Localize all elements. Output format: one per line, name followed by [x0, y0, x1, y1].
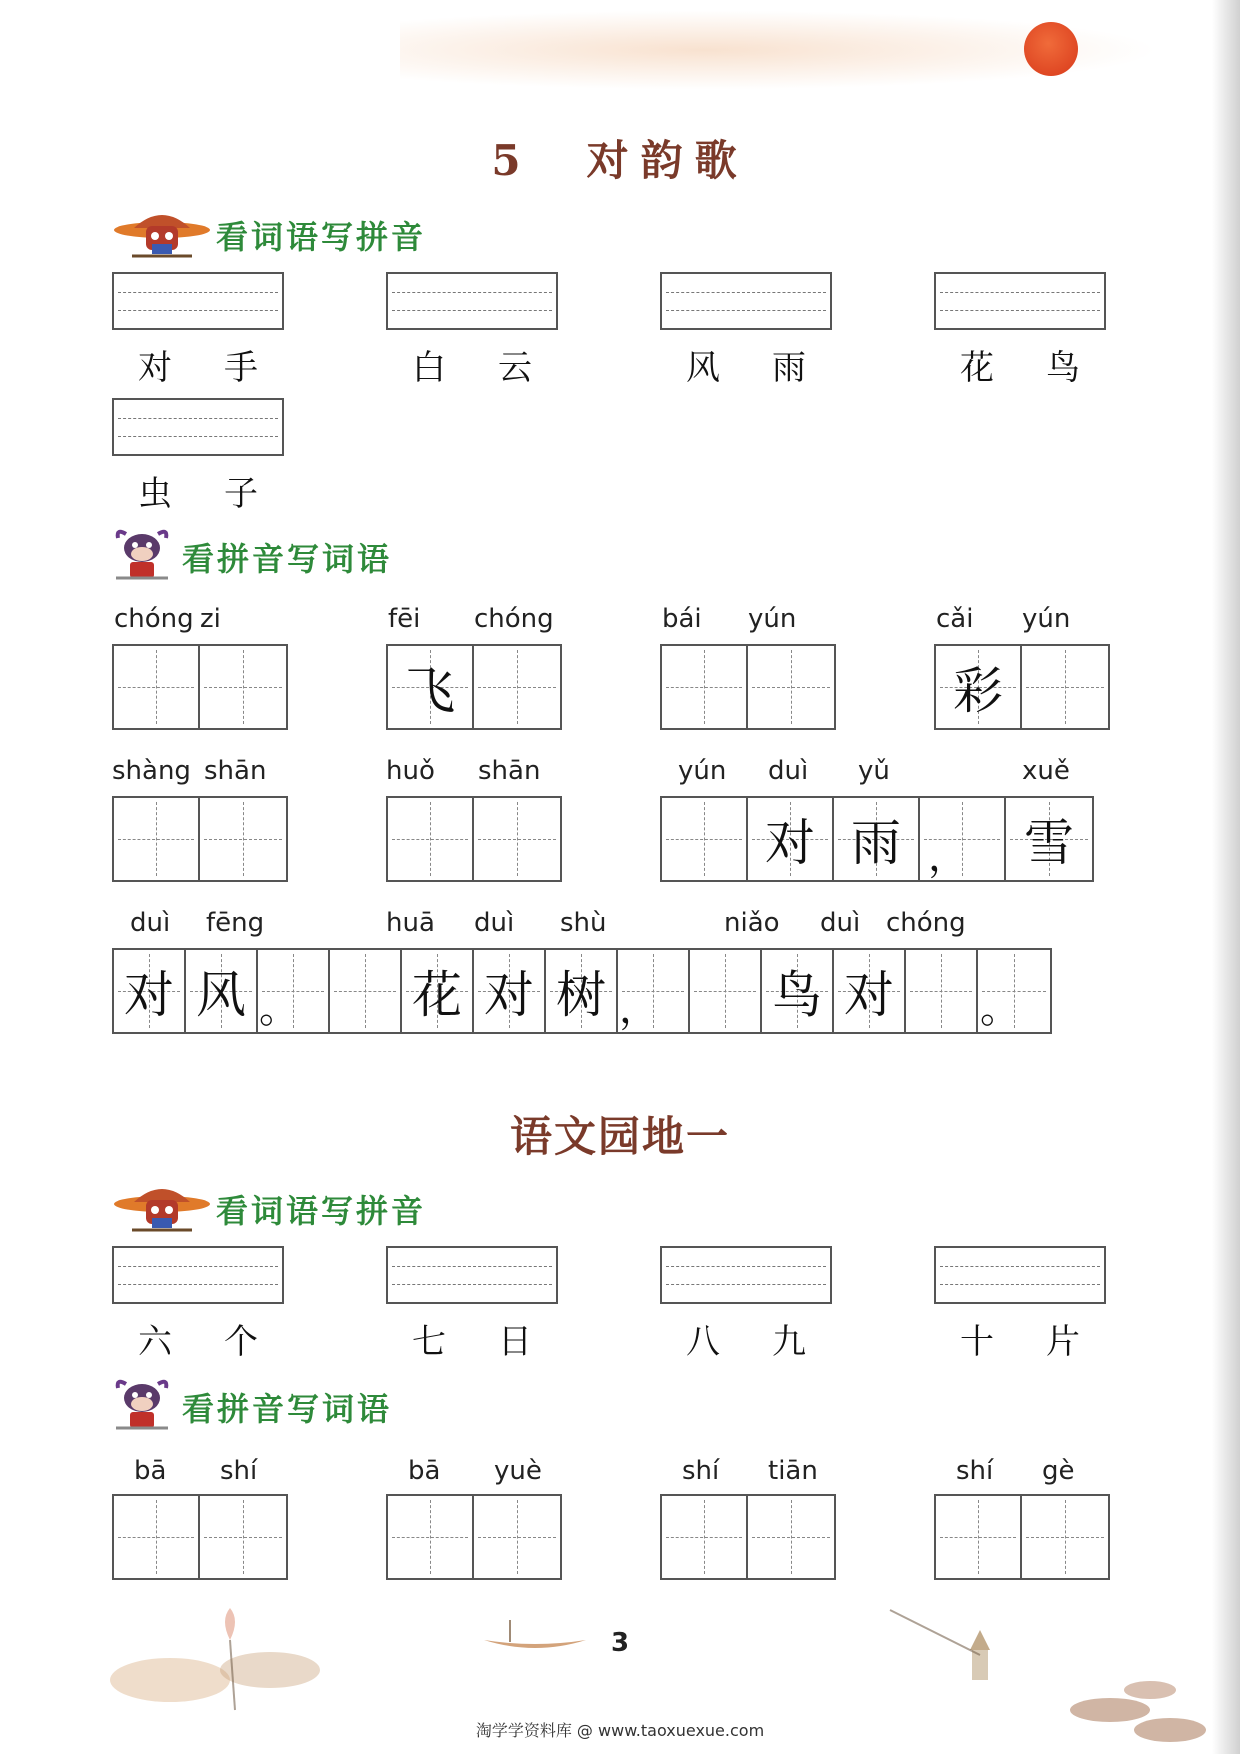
word-prompt [934, 340, 1106, 389]
writing-grid [386, 644, 562, 730]
writing-cell[interactable] [258, 950, 330, 1032]
word-char: 虫 [138, 474, 172, 514]
writing-cell[interactable] [1006, 798, 1092, 880]
pinyin-label: shù [560, 908, 607, 938]
word-char: 白 [412, 348, 446, 388]
pinyin-label: bā [408, 1456, 441, 1486]
pinyin-label: yún [678, 756, 727, 786]
pinyin-answer-box[interactable] [660, 1246, 832, 1304]
word-char: 十 [960, 1322, 994, 1362]
writing-cell[interactable] [200, 1496, 286, 1578]
mascot-hat-icon [112, 206, 212, 258]
writing-grid [660, 1494, 836, 1580]
writing-cell[interactable] [186, 950, 258, 1032]
writing-cell[interactable] [936, 646, 1022, 728]
cell-char: ， [619, 985, 659, 1032]
lesson-title: 5 对韵歌 [491, 136, 749, 185]
pinyin-label: yǔ [858, 756, 890, 786]
writing-grid [112, 796, 288, 882]
pinyin-label: shān [478, 756, 541, 786]
pinyin-answer-box[interactable] [112, 272, 284, 330]
writing-cell[interactable] [662, 798, 748, 880]
cell-char: 。 [259, 985, 299, 1032]
pinyin-label: duì [820, 908, 861, 938]
pinyin-label: shí [220, 1456, 258, 1486]
writing-cell[interactable] [748, 1496, 834, 1578]
pinyin-label: duì [130, 908, 171, 938]
writing-cell[interactable] [762, 950, 834, 1032]
writing-cell[interactable] [834, 950, 906, 1032]
word-char: 片 [1046, 1322, 1080, 1362]
pinyin-answer-box[interactable] [934, 1246, 1106, 1304]
cell-char: 对 [765, 814, 815, 872]
pinyin-label: huǒ [386, 756, 435, 786]
pinyin-label: yuè [494, 1456, 542, 1486]
word-char: 花 [960, 348, 994, 388]
writing-grid [112, 1494, 288, 1580]
word-prompt [386, 1314, 558, 1363]
cell-char: 飞 [405, 662, 455, 720]
pinyin-answer-box[interactable] [386, 272, 558, 330]
writing-grid [386, 796, 562, 882]
writing-cell[interactable] [690, 950, 762, 1032]
writing-cell[interactable] [1022, 646, 1108, 728]
cell-char: 雨 [851, 814, 901, 872]
word-prompt [112, 340, 284, 389]
pinyin-label: xuě [1022, 756, 1070, 786]
unit-title: 语文园地一 [509, 1112, 730, 1161]
word-char: 雨 [772, 348, 806, 388]
lotus-decoration [110, 1600, 370, 1720]
writing-cell[interactable] [200, 798, 286, 880]
writing-grid [112, 948, 1052, 1034]
word-prompt [112, 466, 284, 515]
writing-cell[interactable] [834, 798, 920, 880]
pinyin-label: bā [134, 1456, 167, 1486]
pinyin-answer-box[interactable] [386, 1246, 558, 1304]
writing-grid [660, 644, 836, 730]
pinyin-label: gè [1042, 1456, 1075, 1486]
writing-cell[interactable] [200, 646, 286, 728]
word-char: 鸟 [1046, 348, 1080, 388]
pinyin-label: zi [200, 604, 221, 634]
cell-char: 对 [844, 966, 894, 1024]
word-char: 云 [498, 348, 532, 388]
pinyin-label: cǎi [936, 604, 974, 634]
mascot-cow-icon [112, 1378, 172, 1434]
mascot-hat-icon [112, 1180, 212, 1232]
word-prompt [660, 340, 832, 389]
word-char: 手 [224, 348, 258, 388]
pinyin-label: duì [768, 756, 809, 786]
writing-grid [112, 644, 288, 730]
word-char: 七 [412, 1322, 446, 1362]
pinyin-label: tiān [768, 1456, 818, 1486]
pinyin-label: fēi [388, 604, 421, 634]
word-char: 日 [498, 1322, 532, 1362]
cell-char: ， [928, 833, 968, 880]
pinyin-label: chóng [474, 604, 554, 634]
writing-cell[interactable] [1022, 1496, 1108, 1578]
pinyin-label: duì [474, 908, 515, 938]
writing-cell[interactable] [978, 950, 1050, 1032]
source-watermark: 淘学学资料库 @ www.taoxuexue.com [475, 1721, 765, 1740]
pinyin-label: yún [1022, 604, 1071, 634]
pinyin-label: shàng [112, 756, 191, 786]
writing-cell[interactable] [474, 1496, 560, 1578]
writing-cell[interactable] [114, 950, 186, 1032]
writing-cell[interactable] [388, 1496, 474, 1578]
writing-cell[interactable] [474, 950, 546, 1032]
cell-char: 。 [980, 985, 1020, 1032]
pinyin-answer-box[interactable] [112, 398, 284, 456]
writing-cell[interactable] [114, 646, 200, 728]
cell-char: 雪 [1024, 814, 1074, 872]
page-edge-shadow [1212, 0, 1240, 1754]
section-label: 看词语写拼音 [216, 218, 427, 256]
pinyin-label: shí [956, 1456, 994, 1486]
page-number: 3 [610, 1628, 630, 1658]
pinyin-label: yún [748, 604, 797, 634]
writing-cell[interactable] [114, 1496, 200, 1578]
writing-cell[interactable] [936, 1496, 1022, 1578]
writing-cell[interactable] [920, 798, 1006, 880]
writing-cell[interactable] [662, 1496, 748, 1578]
pinyin-label: chóng [114, 604, 194, 634]
writing-cell[interactable] [748, 798, 834, 880]
writing-cell[interactable] [906, 950, 978, 1032]
mascot-cow-icon [112, 528, 172, 584]
writing-grid [934, 1494, 1110, 1580]
pinyin-label: bái [662, 604, 702, 634]
writing-cell[interactable] [618, 950, 690, 1032]
boat-decoration [480, 1620, 590, 1660]
word-char: 六 [138, 1322, 172, 1362]
writing-cell[interactable] [388, 798, 474, 880]
pinyin-answer-box[interactable] [660, 272, 832, 330]
writing-cell[interactable] [474, 798, 560, 880]
writing-grid [934, 644, 1110, 730]
writing-cell[interactable] [114, 798, 200, 880]
word-char: 八 [686, 1322, 720, 1362]
writing-cell[interactable] [402, 950, 474, 1032]
section-label: 看拼音写词语 [182, 540, 393, 578]
cell-char: 树 [556, 966, 606, 1024]
writing-grid [386, 1494, 562, 1580]
word-prompt [112, 1314, 284, 1363]
writing-cell[interactable] [388, 646, 474, 728]
cell-char: 彩 [953, 662, 1003, 720]
writing-grid [660, 796, 1094, 882]
section-label: 看拼音写词语 [182, 1390, 393, 1428]
word-char: 九 [772, 1322, 806, 1362]
word-prompt [386, 340, 558, 389]
pinyin-label: niǎo [724, 908, 780, 938]
word-char: 子 [224, 474, 258, 514]
cell-char: 花 [412, 966, 462, 1024]
pinyin-label: huā [386, 908, 435, 938]
word-char: 对 [138, 348, 172, 388]
word-prompt [934, 1314, 1106, 1363]
pinyin-answer-box[interactable] [934, 272, 1106, 330]
writing-cell[interactable] [330, 950, 402, 1032]
word-char: 个 [224, 1322, 258, 1362]
writing-cell[interactable] [546, 950, 618, 1032]
pinyin-label: shí [682, 1456, 720, 1486]
writing-cell[interactable] [474, 646, 560, 728]
cell-char: 鸟 [772, 966, 822, 1024]
pinyin-label: fēng [206, 908, 265, 938]
pinyin-answer-box[interactable] [112, 1246, 284, 1304]
writing-cell[interactable] [662, 646, 748, 728]
pinyin-label: chóng [886, 908, 966, 938]
cell-char: 对 [124, 966, 174, 1024]
section-label: 看词语写拼音 [216, 1192, 427, 1230]
cell-char: 风 [196, 966, 246, 1024]
writing-cell[interactable] [748, 646, 834, 728]
cell-char: 对 [484, 966, 534, 1024]
sun-decoration [1024, 22, 1078, 76]
word-prompt [660, 1314, 832, 1363]
pinyin-label: shān [204, 756, 267, 786]
word-char: 风 [686, 348, 720, 388]
